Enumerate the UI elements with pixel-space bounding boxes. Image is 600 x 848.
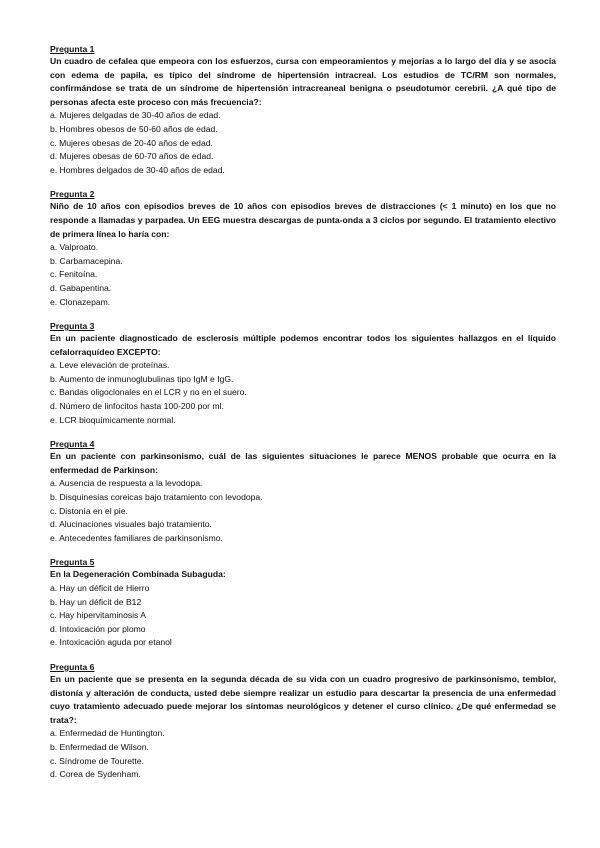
question-title: Pregunta 4 (50, 439, 95, 450)
option-c: c. Síndrome de Tourette. (50, 755, 144, 766)
question-stem: En la Degeneración Combinada Subaguda: (50, 569, 226, 580)
option-b: b. Disquinesias coreicas bajo tratamiento con levodopa. (50, 492, 263, 503)
question-title: Pregunta 5 (50, 557, 95, 568)
option-b: b. Carbamacepina. (50, 255, 123, 266)
option-a: a. Mujeres delgadas de 30-40 años de edad. (50, 110, 221, 121)
option-list (50, 109, 556, 177)
option-c: c. Bandas oligoclonales en el LCR y no en el suero. (50, 387, 247, 398)
question-title: Pregunta 6 (50, 661, 95, 672)
option-c: c. Fenitoína. (50, 269, 98, 280)
question-stem: En un paciente diagnosticado de esclerosis múltiple podemos encontrar todos los siguientes hallazgos en el líquido cefalorraquídeo EXCEPTO: (50, 333, 556, 357)
question-title: Pregunta 3 (50, 321, 95, 332)
option-e: e. Hombres delgados de 30-40 años de edad. (50, 164, 225, 175)
option-a: a. Hay un déficit de Hierro (50, 583, 150, 593)
option-c: c. Distonía en el pie. (50, 505, 128, 516)
option-e: e. LCR bioquímicamente normal. (50, 414, 176, 425)
option-d: d. Mujeres obesas de 60-70 años de edad. (50, 151, 214, 162)
option-d: d. Gabapentina. (50, 282, 112, 293)
option-c: c. Mujeres obesas de 20-40 años de edad. (50, 137, 213, 148)
question-stem: Un cuadro de cefalea que empeora con los esfuerzos, cursa con empeoramientos y mejorías a lo largo del día y se asocia con edema de papila, es típico del síndrome de hipertensión intracreal. Los estudios de TC/RM son normales, confirmándose se trata de un síndrome de hipertensión intracreaneal benigna o pseudotumor cerebrii. ¿A qué tipo de personas afecta este proceso con más frecuencia?: (50, 56, 556, 107)
option-c: c. Hay hipervitaminosis A (50, 610, 146, 621)
question-title: Pregunta 1 (50, 44, 95, 54)
option-d: d. Número de linfocitos hasta 100-200 por ml. (50, 401, 224, 412)
question-3 (50, 321, 556, 427)
option-b: b. Aumento de inmunoglubulinas tipo IgM e IgG. (50, 373, 234, 384)
question-4 (50, 439, 556, 545)
option-a: a. Leve elevación de proteínas. (50, 360, 170, 371)
option-a: a. Ausencia de respuesta a la levodopa. (50, 478, 203, 489)
option-list (50, 477, 556, 545)
option-list (50, 241, 556, 309)
question-5 (50, 557, 556, 650)
option-b: b. Hay un déficit de B12 (50, 596, 142, 607)
option-a: a. Enfermedad de Huntington. (50, 728, 165, 739)
question-stem: Niño de 10 años con episodios breves de 10 años con episodios breves de distracciones (< 1 minuto) en los que no responde a llamadas y parpadea. Un EEG muestra descargas de punta-onda a 3 ciclos por segundo. El tratamiento electivo de primera línea lo haría con: (50, 201, 556, 239)
option-d: d. Intoxicación por plomo (50, 623, 146, 634)
option-e: e. Clonazepam. (50, 296, 111, 307)
question-stem: En un paciente con parkinsonismo, cuál de las siguientes situaciones le parece MENOS probable que ocurra en la enfermedad de Parkinson: (50, 451, 556, 475)
question-title: Pregunta 2 (50, 189, 95, 200)
option-d: d. Alucinaciones visuales bajo tratamiento. (50, 519, 212, 530)
option-b: b. Enfermedad de Wilson. (50, 741, 149, 752)
option-list (50, 727, 556, 781)
option-e: e. Antecedentes familiares de parkinsonismo. (50, 532, 223, 543)
question-6 (50, 662, 556, 782)
option-list (50, 582, 556, 650)
question-2 (50, 189, 556, 309)
question-1 (50, 44, 556, 177)
option-list (50, 359, 556, 427)
document-page (50, 44, 556, 794)
question-stem: En un paciente que se presenta en la segunda década de su vida con un cuadro progresivo de parkinsonismo, temblor, distonía y alteración de conducta, usted debe siempre realizar un estudio para descartar la presencia de una enfermedad cuyo tratamiento adecuado puede mejorar los síntomas neurológicos y detener el curso clínico. ¿De qué enfermedad se trata?: (50, 673, 556, 725)
option-b: b. Hombres obesos de 50-60 años de edad. (50, 123, 218, 134)
option-d: d. Corea de Sydenham. (50, 769, 141, 780)
option-e: e. Intoxicación aguda por etanol (50, 637, 172, 648)
option-a: a. Valproato. (50, 242, 99, 253)
